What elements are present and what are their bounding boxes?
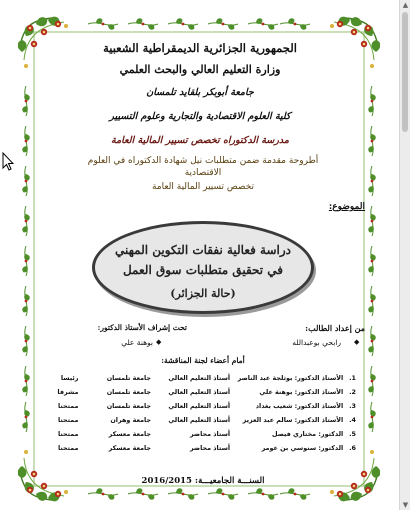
supervisor-name: بوهنة علي: [121, 338, 153, 347]
jury-member-rank: أستاذ التعليم العالي: [168, 402, 231, 410]
thesis-statement-line2: الاقتصادية: [184, 168, 222, 178]
jury-member-role: رئيسا: [60, 374, 79, 382]
jury-member-number: 1.: [349, 374, 356, 382]
doctoral-school: مدرسة الدكتوراه تخصص تسيير المالية العامة: [111, 135, 289, 146]
jury-member-number: 6.: [349, 444, 356, 452]
jury-table: [40, 371, 356, 455]
jury-member-rank: أستاذ التعليم العالي: [168, 416, 231, 424]
chevron-down-icon[interactable]: ▼: [402, 501, 409, 509]
jury-member-role: ممتحنا: [57, 416, 79, 424]
jury-row: [40, 399, 356, 413]
jury-member-name: الدكتور: مختاري فيصل: [272, 430, 344, 438]
jury-row: [40, 427, 356, 441]
jury-member-number: 2.: [349, 388, 356, 396]
student-name: رابحي بوعبدالله: [292, 338, 341, 347]
republic-header: الجمهورية الجزائرية الديمقراطية الشعبية: [103, 41, 297, 55]
supervisor-label: تحت إشراف الأستاذ الدكتور:: [97, 323, 187, 332]
chevron-up-icon[interactable]: ▲: [402, 1, 409, 9]
bullet-icon: ◆: [156, 338, 162, 346]
university-name: جامعة أبوبكر بلقايد تلمسان: [146, 87, 254, 98]
faculty-name: كلية العلوم الاقتصادية والتجارية وعلوم التسيير: [109, 111, 291, 122]
jury-member-institution: جامعة معسكر: [108, 430, 152, 438]
jury-member-number: 4.: [349, 416, 356, 424]
scroll-thumb[interactable]: [402, 12, 408, 132]
subject-label: الموضوع:: [328, 202, 365, 212]
bullet-icon: ◆: [354, 338, 360, 346]
jury-row: [40, 371, 356, 385]
academic-year: السنـــة الجامعيـــة: 2016/2015: [141, 476, 265, 486]
vertical-scrollbar[interactable]: [399, 0, 410, 510]
jury-member-role: ممتحنا: [57, 444, 79, 452]
jury-member-name: الدكتور: سنوسي بن عومر: [261, 444, 344, 452]
jury-member-role: ممتحنا: [57, 430, 79, 438]
jury-label: أمام أعضاء لجنة المناقشة:: [161, 356, 245, 365]
thesis-title-line2: في تحقيق متطلبات سوق العمل: [122, 263, 284, 277]
jury-row: [40, 385, 356, 399]
jury-member-institution: جامعة تلمسان: [106, 374, 152, 382]
jury-member-institution: جامعة تلمسان: [106, 388, 152, 396]
thesis-statement-line1: أطروحة مقدمة ضمن متطلبات نيل شهادة الدكتوراه في العلوم: [87, 156, 319, 166]
jury-member-name: الأستاذ الدكتور: بوهنة علي: [259, 388, 344, 396]
jury-member-name: الأستاذ الدكتور: سالم عبد العزيز: [242, 416, 344, 424]
jury-member-institution: جامعة وهران: [110, 416, 152, 424]
jury-member-institution: جامعة تلمسان: [106, 402, 152, 410]
jury-member-role: ممتحنا: [57, 402, 79, 410]
jury-member-role: مشرفا: [57, 388, 79, 396]
thesis-title-line3: (حالة الجزائر): [170, 287, 236, 300]
jury-row: [40, 441, 356, 455]
jury-member-rank: أستاذ التعليم العالي: [168, 374, 231, 382]
jury-member-name: الأستاذ الدكتور: شعيب بغداد: [255, 402, 344, 410]
jury-member-rank: أستاذ محاضر: [189, 430, 231, 438]
specialty: تخصص تسيير المالية العامة: [151, 182, 255, 192]
jury-member-number: 3.: [349, 402, 356, 410]
arrow-cursor-icon: [2, 152, 14, 172]
jury-member-rank: أستاذ محاضر: [189, 444, 231, 452]
thesis-title-line1: دراسة فعالية نفقات التكوين المهني: [115, 243, 291, 257]
jury-member-name: الأستاذ الدكتور: بوثلجة عبد الناصر: [237, 374, 344, 382]
ministry-header: وزارة التعليم العالي والبحث العلمي: [119, 63, 281, 76]
student-label: من إعداد الطالب:: [305, 323, 365, 333]
jury-member-rank: أستاذ التعليم العالي: [168, 388, 231, 396]
jury-member-institution: جامعة معسكر: [108, 444, 152, 452]
jury-row: [40, 413, 356, 427]
jury-member-number: 5.: [349, 430, 356, 438]
